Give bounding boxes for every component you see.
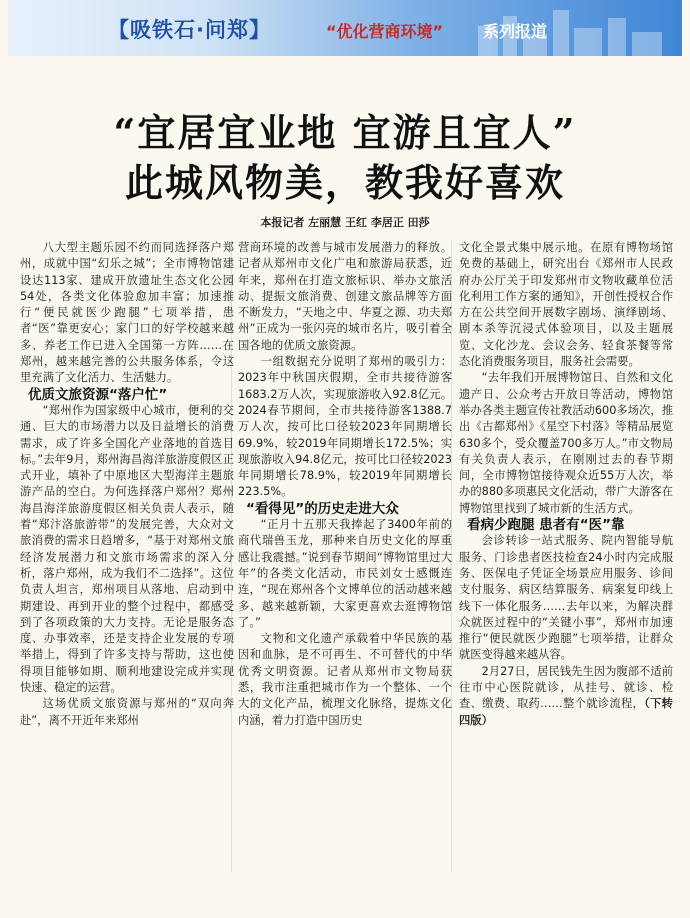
skyline-decoration — [632, 32, 662, 56]
byline: 本报记者 左丽慧 王红 李居正 田莎 — [260, 216, 430, 229]
headline-line-1: “宜居宜业地 宜游且宜人” — [113, 110, 577, 155]
paragraph: 营商环境的改善与城市发展潜力的释放。记者从郑州市文化广电和旅游局获悉，近年来，郑州在打造文旅标识、举办文旅活动、提振文旅消费、创建文旅品牌等方面不断发力，“天地之中、华夏之源、功夫郑州”正成为一张闪亮的城市名片，吸引着全国各地的优质文旅资源。 — [238, 241, 452, 352]
skyline-decoration — [574, 28, 602, 56]
paragraph: 文化全景式集中展示地。在原有博物场馆免费的基础上，研究出台《郑州市人民政府办公厅关于印发郑州市文物收藏单位活化利用工作方案的通知》，开创性授权合作方在公共空间开展数字剧场、演绎剧场、剧本杀等沉浸式体验项目，以及主题展览、文化沙龙、会议会务、轻食茶餐等常态化消费服务项目，服务社会需要。 — [459, 241, 673, 369]
paragraph: “正月十五那天我捧起了3400年前的商代瑞兽玉龙，那种来自历史文化的厚重感让我震撼。”说到春节期间“博物馆里过大年”的各类文化活动，市民刘女士感慨连连，“现在郑州各个文博单位的活动越来越多、越来越新颖，大家更喜欢去逛博物馆了。” — [238, 518, 452, 629]
subheading: “看得见”的历史走进大众 — [246, 500, 399, 517]
column-title: 【吸铁石·问郑】 — [108, 18, 271, 42]
series-banner — [8, 0, 682, 56]
paragraph-text: 2月27日，居民钱先生因为腹部不适前往市中心医院就诊，从挂号、就诊、检查、缴费、取药……整个就诊流程， — [459, 664, 673, 711]
paragraph: 一组数据充分说明了郑州的吸引力：2023年中秋国庆假期，全市共接待游客1683.2万人次，实现旅游收入92.8亿元。2024春节期间，全市共接待游客1388.7万人次，按可比口径较2023年同期增长69.9%，较2019年同期增长172.5%；实现旅游收入94.8亿元，按可比口径较2023年同期增长78.9%，较2019年同期增长223.5%。 — [238, 355, 452, 499]
paragraph: 会诊转诊一站式服务、院内智能导航服务、门诊患者医技检查24小时内完成服务、医保电子凭证全场景应用服务、诊间支付服务、病区结算服务、病案复印线上线下一体化服务……去年以来，为解决群众就医过程中的“关键小事”，郑州市加速推行“便民就医少跑腿”七项举措，让群众就医变得越来越从容。 — [459, 534, 673, 662]
series-name: “优化营商环境” — [326, 22, 444, 41]
subheading: 看病少跑腿 患者有“医”靠 — [467, 517, 625, 534]
paragraph — [459, 664, 673, 729]
article-column-3 — [459, 240, 673, 729]
continued-notice: （下转四版） — [459, 697, 673, 727]
paragraph: “郑州作为国家级中心城市，便利的交通、巨大的市场潜力以及日益增长的消费需求，成了许多全国化产业落地的首选目标。”去年9月，郑州海昌海洋旅游度假区正式开业，填补了中原地区大型海洋主题旅游产品的空白。为何选择落户郑州？郑州海昌海洋旅游度假区相关负责人表示，随着“郑汴洛旅游带”的发展完善，大众对文旅消费的需求日趋增多，“基于对郑州文旅经济发展潜力和文旅市场需求的深入分析，落户郑州，成为我们不二选择”。这位负责人坦言，郑州项目从落地、启动到中期建设、再到开业的整个过程中，都感受到了各项政策的大力支持。无论是服务态度、办事效率，还是支持企业发展的专项举措上，得到了许多支持与帮助，这也使得项目能够如期、顺利地建设完成并实现快速、稳定的运营。 — [20, 403, 234, 695]
paragraph: 这场优质文旅资源与郑州的“双向奔赴”，离不开近年来郑州 — [20, 697, 234, 727]
article-column-2 — [238, 240, 452, 729]
series-suffix: 系列报道 — [483, 22, 548, 41]
skyline-decoration — [553, 10, 569, 56]
subheading: 优质文旅资源“落户忙” — [28, 386, 168, 403]
headline-line-2: 此城风物美，教我好喜欢 — [124, 160, 565, 205]
skyline-decoration — [608, 18, 626, 56]
article-column-1 — [20, 240, 234, 729]
paragraph: 八大型主题乐园不约而同选择落户郑州，成就中国“幻乐之城”；全市博物馆建设达113家、建成开放遗址生态文化公园54处，各类文化体验愈加丰富；加速推行“便民就医少跑腿”七项举措，患者“医”靠更安心；家门口的好学校越来越多、养老工作已进入全国第一方阵……在郑州，越来越完善的公共服务体系，令这里充满了文化活力、生活魅力。 — [20, 241, 234, 385]
paragraph: “去年我们开展博物馆日、自然和文化遗产日、公众考古开放日等活动，博物馆举办各类主题宣传社教活动600多场次，推出《古都郑州》《星空下村落》等精品展览630多个，受众覆盖700多万人。”市文物局有关负责人表示，在刚刚过去的春节期间，全市博物馆接待观众近55万人次，举办的880多项惠民文化活动，带广大游客在博物馆里找到了城市新的生活方式。 — [459, 371, 673, 515]
paragraph: 文物和文化遗产承载着中华民族的基因和血脉，是不可再生、不可替代的中华优秀文明资源。记者从郑州市文物局获悉，我市注重把城市作为一个整体、一个大的文化产品，梳理文化脉络，提炼文化内涵，着力打造中国历史 — [238, 632, 452, 727]
